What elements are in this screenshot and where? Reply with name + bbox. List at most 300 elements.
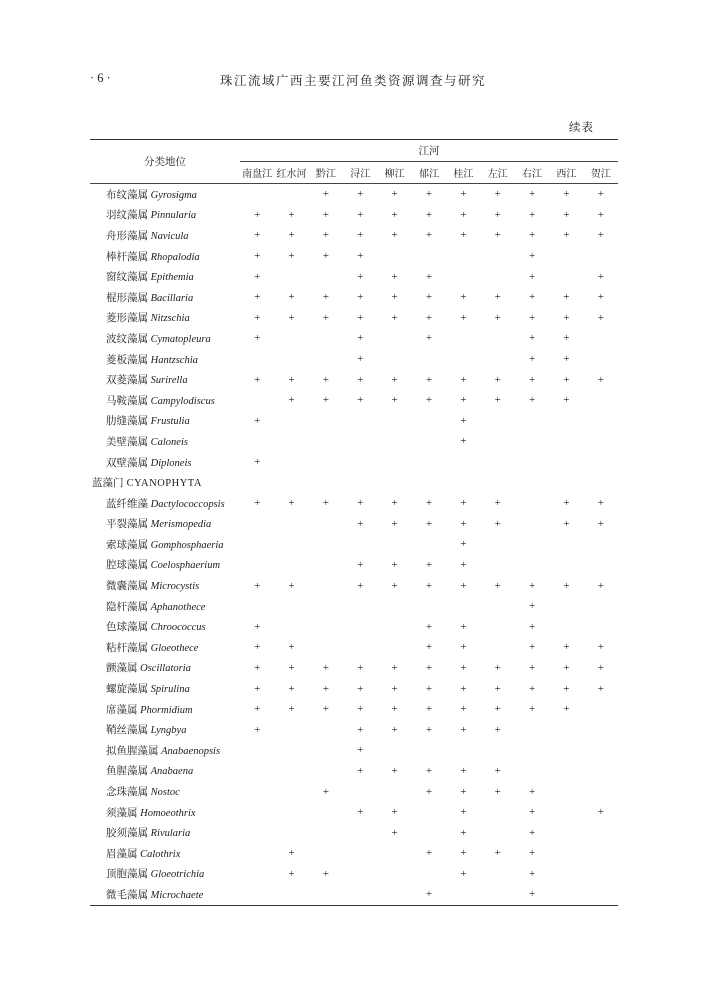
presence-mark bbox=[515, 493, 549, 514]
presence-mark: + bbox=[357, 270, 364, 283]
table-row bbox=[90, 699, 618, 720]
taxon-name-chinese: 羽纹藻属 bbox=[106, 210, 148, 222]
taxon-name-chinese: 念珠藻属 bbox=[106, 787, 148, 799]
presence-mark bbox=[309, 802, 343, 823]
presence-mark: + bbox=[425, 661, 433, 674]
presence-mark bbox=[549, 802, 583, 823]
presence-mark bbox=[549, 411, 583, 432]
presence-mark bbox=[584, 472, 618, 493]
presence-mark bbox=[446, 884, 480, 905]
taxon-name-latin: Calothrix bbox=[137, 848, 181, 860]
presence-mark bbox=[274, 596, 308, 617]
presence-mark bbox=[274, 472, 308, 493]
presence-mark bbox=[515, 472, 549, 493]
presence-mark: + bbox=[528, 311, 536, 324]
presence-mark: + bbox=[288, 394, 295, 407]
presence-mark bbox=[446, 266, 480, 287]
presence-mark: + bbox=[460, 641, 467, 654]
presence-mark bbox=[343, 637, 377, 658]
presence-mark: + bbox=[563, 208, 570, 221]
presence-mark: + bbox=[528, 394, 536, 407]
table-row bbox=[90, 616, 618, 637]
taxon-name-chinese: 蓝藻门 bbox=[92, 478, 124, 490]
table-row bbox=[90, 205, 618, 226]
presence-mark: + bbox=[494, 311, 501, 324]
taxon-name-chinese: 鞘丝藻属 bbox=[106, 725, 148, 737]
presence-mark: + bbox=[460, 517, 467, 530]
presence-mark: + bbox=[357, 188, 364, 201]
rivers-group-header: 江河 bbox=[240, 140, 618, 162]
table-row bbox=[90, 328, 618, 349]
taxon-name bbox=[90, 472, 240, 493]
presence-mark bbox=[446, 328, 480, 349]
table-row bbox=[90, 369, 618, 390]
presence-mark bbox=[549, 246, 583, 267]
taxon-name-latin: Spirulina bbox=[148, 684, 190, 696]
taxon-name-latin: Microcystis bbox=[148, 581, 200, 593]
presence-mark: + bbox=[288, 661, 295, 674]
presence-mark bbox=[584, 699, 618, 720]
presence-mark bbox=[481, 596, 515, 617]
presence-mark bbox=[549, 864, 583, 885]
presence-mark bbox=[309, 884, 343, 905]
taxon-name-chinese: 美壁藻属 bbox=[106, 436, 148, 448]
presence-mark bbox=[377, 843, 411, 864]
presence-mark bbox=[515, 514, 549, 535]
presence-mark: + bbox=[528, 291, 536, 304]
taxon-name-chinese: 须藻属 bbox=[106, 807, 138, 819]
presence-mark bbox=[481, 452, 515, 473]
table-row bbox=[90, 884, 618, 905]
presence-mark bbox=[481, 534, 515, 555]
presence-mark: + bbox=[460, 723, 467, 736]
presence-mark: + bbox=[391, 394, 398, 407]
presence-mark bbox=[274, 781, 308, 802]
presence-mark: + bbox=[288, 641, 295, 654]
presence-mark: + bbox=[494, 188, 501, 201]
presence-mark: + bbox=[288, 579, 295, 592]
presence-mark bbox=[309, 266, 343, 287]
table-row bbox=[90, 802, 618, 823]
taxon-name bbox=[90, 555, 240, 576]
presence-mark: + bbox=[460, 188, 467, 201]
presence-mark bbox=[549, 781, 583, 802]
taxon-name-latin: Gyrosigma bbox=[148, 189, 197, 201]
river-column-header: 右江 bbox=[515, 162, 549, 184]
taxon-name bbox=[90, 843, 240, 864]
presence-mark bbox=[584, 822, 618, 843]
table-row bbox=[90, 822, 618, 843]
presence-mark: + bbox=[391, 497, 398, 510]
presence-mark: + bbox=[357, 373, 364, 386]
presence-mark: + bbox=[528, 373, 536, 386]
presence-mark: + bbox=[597, 270, 604, 283]
presence-mark: + bbox=[425, 579, 433, 592]
presence-mark: + bbox=[322, 394, 329, 407]
taxon-name-latin: Hantzschia bbox=[148, 354, 198, 366]
presence-mark bbox=[481, 616, 515, 637]
taxon-name-chinese: 颤藻属 bbox=[106, 663, 138, 675]
taxon-name-latin: Navicula bbox=[148, 230, 189, 242]
presence-mark: + bbox=[494, 764, 501, 777]
presence-mark bbox=[377, 864, 411, 885]
presence-mark: + bbox=[460, 703, 467, 716]
taxon-name-latin: Bacillaria bbox=[148, 292, 194, 304]
presence-mark: + bbox=[528, 806, 536, 819]
presence-mark: + bbox=[357, 682, 364, 695]
presence-mark: + bbox=[528, 785, 536, 798]
taxon-name-latin: CYANOPHYTA bbox=[123, 478, 202, 490]
presence-mark: + bbox=[391, 558, 398, 571]
taxon-name-latin: Merismopedia bbox=[148, 519, 212, 531]
presence-mark: + bbox=[288, 682, 295, 695]
presence-mark bbox=[515, 555, 549, 576]
river-column-header: 郁江 bbox=[412, 162, 446, 184]
presence-mark: + bbox=[597, 517, 604, 530]
presence-mark bbox=[549, 534, 583, 555]
table-row bbox=[90, 596, 618, 617]
taxon-name-latin: Chroococcus bbox=[148, 622, 206, 634]
taxon-name bbox=[90, 431, 240, 452]
presence-mark bbox=[377, 472, 411, 493]
presence-mark: + bbox=[357, 332, 364, 345]
taxon-name-chinese: 马鞍藻属 bbox=[106, 395, 148, 407]
presence-mark: + bbox=[460, 291, 467, 304]
presence-mark bbox=[515, 719, 549, 740]
presence-mark bbox=[240, 184, 274, 205]
presence-mark bbox=[240, 843, 274, 864]
presence-mark: + bbox=[528, 579, 536, 592]
presence-mark: + bbox=[528, 867, 536, 880]
table-row bbox=[90, 740, 618, 761]
presence-mark bbox=[549, 596, 583, 617]
presence-mark bbox=[240, 822, 274, 843]
presence-mark bbox=[309, 637, 343, 658]
presence-mark bbox=[343, 534, 377, 555]
taxon-name-chinese: 鱼腥藻属 bbox=[106, 766, 148, 778]
taxon-name bbox=[90, 637, 240, 658]
taxon-name-latin: Epithemia bbox=[148, 272, 194, 284]
presence-mark bbox=[377, 616, 411, 637]
presence-mark bbox=[309, 822, 343, 843]
presence-mark bbox=[412, 452, 446, 473]
presence-mark: + bbox=[357, 311, 364, 324]
presence-mark: + bbox=[494, 661, 501, 674]
presence-mark bbox=[240, 596, 274, 617]
running-title: 珠江流域广西主要江河鱼类资源调查与研究 bbox=[219, 74, 486, 88]
taxon-name-latin: Nostoc bbox=[148, 787, 180, 799]
presence-mark bbox=[549, 719, 583, 740]
presence-mark bbox=[309, 616, 343, 637]
presence-mark bbox=[343, 452, 377, 473]
taxon-name-latin: Oscillatoria bbox=[137, 663, 191, 675]
taxon-name-chinese: 色球藻属 bbox=[106, 622, 148, 634]
taxon-name-chinese: 双壁藻属 bbox=[106, 457, 148, 469]
presence-mark: + bbox=[528, 229, 536, 242]
taxon-name bbox=[90, 308, 240, 329]
presence-mark bbox=[309, 555, 343, 576]
table-row bbox=[90, 678, 618, 699]
taxon-name-chinese: 平裂藻属 bbox=[106, 519, 148, 531]
presence-mark: + bbox=[425, 620, 433, 633]
taxon-name bbox=[90, 493, 240, 514]
taxon-name-latin: Microchaete bbox=[148, 889, 204, 901]
presence-mark: + bbox=[494, 291, 501, 304]
presence-mark: + bbox=[528, 208, 536, 221]
presence-mark: + bbox=[391, 579, 398, 592]
presence-mark: + bbox=[254, 332, 261, 345]
presence-mark bbox=[584, 761, 618, 782]
taxon-name-chinese: 索球藻属 bbox=[106, 539, 148, 551]
presence-mark: + bbox=[391, 723, 398, 736]
taxon-name-chinese: 双菱藻属 bbox=[106, 375, 148, 387]
table-row bbox=[90, 761, 618, 782]
presence-mark: + bbox=[391, 311, 398, 324]
taxon-name-latin: Caloneis bbox=[148, 436, 188, 448]
presence-mark: + bbox=[563, 682, 570, 695]
presence-mark bbox=[446, 472, 480, 493]
presence-mark: + bbox=[528, 703, 536, 716]
presence-mark bbox=[446, 740, 480, 761]
taxon-name bbox=[90, 678, 240, 699]
presence-mark: + bbox=[494, 723, 501, 736]
presence-mark bbox=[549, 843, 583, 864]
presence-mark bbox=[481, 411, 515, 432]
river-column-header: 贺江 bbox=[584, 162, 618, 184]
presence-mark bbox=[549, 431, 583, 452]
presence-mark: + bbox=[494, 579, 501, 592]
presence-mark: + bbox=[391, 661, 398, 674]
presence-mark: + bbox=[425, 497, 433, 510]
table-row bbox=[90, 184, 618, 205]
presence-mark: + bbox=[563, 229, 570, 242]
presence-mark bbox=[240, 349, 274, 370]
presence-mark: + bbox=[528, 661, 536, 674]
presence-mark bbox=[584, 596, 618, 617]
presence-mark: + bbox=[357, 764, 364, 777]
table-row bbox=[90, 266, 618, 287]
presence-mark: + bbox=[460, 229, 467, 242]
river-column-header: 左江 bbox=[481, 162, 515, 184]
presence-mark: + bbox=[425, 311, 433, 324]
presence-mark: + bbox=[460, 661, 467, 674]
presence-mark: + bbox=[391, 208, 398, 221]
taxon-name bbox=[90, 616, 240, 637]
presence-mark: + bbox=[425, 373, 433, 386]
presence-mark: + bbox=[254, 723, 261, 736]
presence-mark: + bbox=[254, 661, 261, 674]
presence-mark bbox=[377, 740, 411, 761]
taxon-name bbox=[90, 225, 240, 246]
table-row bbox=[90, 555, 618, 576]
presence-mark bbox=[412, 431, 446, 452]
presence-mark bbox=[412, 740, 446, 761]
presence-mark bbox=[240, 761, 274, 782]
presence-mark: + bbox=[494, 229, 501, 242]
presence-mark: + bbox=[597, 229, 604, 242]
taxon-name-latin: Aphanothece bbox=[148, 601, 206, 613]
presence-mark: + bbox=[425, 703, 433, 716]
taxon-name-latin: Diploneis bbox=[148, 457, 192, 469]
presence-mark bbox=[481, 266, 515, 287]
presence-mark bbox=[481, 246, 515, 267]
taxon-name-latin: Pinnularia bbox=[148, 210, 197, 222]
presence-mark bbox=[481, 637, 515, 658]
taxon-name bbox=[90, 884, 240, 905]
presence-mark bbox=[446, 452, 480, 473]
taxon-name bbox=[90, 802, 240, 823]
presence-mark: + bbox=[254, 641, 261, 654]
presence-mark: + bbox=[460, 208, 467, 221]
presence-mark bbox=[412, 534, 446, 555]
table-body bbox=[90, 184, 618, 906]
taxon-name bbox=[90, 822, 240, 843]
presence-mark: + bbox=[528, 847, 536, 860]
presence-mark bbox=[377, 411, 411, 432]
presence-mark bbox=[309, 411, 343, 432]
header-row-group bbox=[90, 140, 618, 162]
presence-mark bbox=[309, 843, 343, 864]
presence-mark: + bbox=[322, 188, 329, 201]
presence-mark bbox=[584, 781, 618, 802]
presence-mark bbox=[240, 740, 274, 761]
taxon-name-latin: Gloeotrichia bbox=[148, 869, 205, 881]
taxon-name-chinese: 眉藻属 bbox=[106, 848, 138, 860]
presence-mark bbox=[549, 761, 583, 782]
presence-mark: + bbox=[528, 682, 536, 695]
presence-mark bbox=[481, 555, 515, 576]
presence-mark: + bbox=[460, 558, 467, 571]
presence-mark: + bbox=[460, 394, 467, 407]
presence-mark: + bbox=[494, 497, 501, 510]
presence-mark: + bbox=[425, 208, 433, 221]
presence-mark: + bbox=[357, 517, 364, 530]
presence-mark: + bbox=[322, 661, 329, 674]
presence-mark: + bbox=[528, 888, 536, 901]
presence-mark bbox=[274, 514, 308, 535]
presence-mark bbox=[481, 802, 515, 823]
taxon-name-chinese: 舟形藻属 bbox=[106, 230, 148, 242]
presence-mark bbox=[274, 740, 308, 761]
presence-mark: + bbox=[391, 826, 398, 839]
presence-mark: + bbox=[425, 291, 433, 304]
presence-mark: + bbox=[254, 456, 261, 469]
presence-mark bbox=[549, 266, 583, 287]
presence-mark: + bbox=[425, 641, 433, 654]
presence-mark: + bbox=[288, 847, 295, 860]
presence-mark: + bbox=[322, 373, 329, 386]
presence-mark bbox=[412, 411, 446, 432]
presence-mark: + bbox=[563, 517, 570, 530]
presence-mark: + bbox=[322, 867, 329, 880]
presence-mark: + bbox=[528, 353, 536, 366]
presence-mark: + bbox=[288, 311, 295, 324]
taxon-name bbox=[90, 658, 240, 679]
presence-mark: + bbox=[494, 517, 501, 530]
presence-mark: + bbox=[254, 270, 261, 283]
presence-mark: + bbox=[288, 229, 295, 242]
presence-mark bbox=[309, 472, 343, 493]
presence-mark: + bbox=[391, 806, 398, 819]
taxon-name bbox=[90, 596, 240, 617]
presence-mark bbox=[584, 431, 618, 452]
taxon-name-chinese: 棒杆藻属 bbox=[106, 251, 148, 263]
taxon-name-chinese: 隐杆藻属 bbox=[106, 601, 148, 613]
presence-mark bbox=[584, 328, 618, 349]
presence-mark: + bbox=[563, 641, 570, 654]
taxon-name bbox=[90, 349, 240, 370]
presence-mark bbox=[515, 740, 549, 761]
taxon-name bbox=[90, 328, 240, 349]
presence-mark: + bbox=[460, 414, 467, 427]
presence-mark: + bbox=[460, 764, 467, 777]
presence-mark: + bbox=[597, 497, 604, 510]
presence-mark: + bbox=[322, 291, 329, 304]
presence-mark: + bbox=[391, 291, 398, 304]
presence-mark bbox=[309, 328, 343, 349]
presence-mark: + bbox=[425, 188, 433, 201]
presence-mark bbox=[274, 534, 308, 555]
continued-table-label: 续表 bbox=[569, 122, 594, 134]
presence-mark: + bbox=[597, 579, 604, 592]
taxon-name-latin: Cymatopleura bbox=[148, 333, 211, 345]
presence-mark: + bbox=[254, 414, 261, 427]
presence-mark bbox=[309, 761, 343, 782]
presence-mark: + bbox=[357, 353, 364, 366]
presence-mark bbox=[274, 349, 308, 370]
presence-mark: + bbox=[288, 250, 295, 263]
presence-mark: + bbox=[425, 888, 433, 901]
presence-mark: + bbox=[425, 517, 433, 530]
presence-mark: + bbox=[460, 682, 467, 695]
presence-mark: + bbox=[494, 394, 501, 407]
presence-mark bbox=[377, 781, 411, 802]
presence-mark bbox=[343, 822, 377, 843]
presence-mark bbox=[515, 534, 549, 555]
presence-mark bbox=[584, 616, 618, 637]
taxon-name bbox=[90, 719, 240, 740]
presence-mark: + bbox=[528, 250, 536, 263]
taxon-name-chinese: 粘杆藻属 bbox=[106, 642, 148, 654]
presence-mark bbox=[274, 822, 308, 843]
presence-mark: + bbox=[254, 579, 261, 592]
presence-mark: + bbox=[597, 373, 604, 386]
presence-mark bbox=[412, 596, 446, 617]
presence-mark: + bbox=[254, 208, 261, 221]
presence-mark bbox=[515, 431, 549, 452]
taxon-name bbox=[90, 740, 240, 761]
taxon-name-chinese: 拟鱼腥藻属 bbox=[106, 745, 159, 757]
taxonomy-column-header: 分类地位 bbox=[90, 140, 240, 184]
taxon-name-latin: Surirella bbox=[148, 375, 188, 387]
presence-mark: + bbox=[494, 847, 501, 860]
presence-mark: + bbox=[494, 373, 501, 386]
table-row bbox=[90, 349, 618, 370]
taxon-name-latin: Lyngbya bbox=[148, 725, 187, 737]
presence-mark bbox=[309, 534, 343, 555]
presence-mark: + bbox=[254, 291, 261, 304]
presence-mark bbox=[377, 349, 411, 370]
presence-mark: + bbox=[357, 229, 364, 242]
presence-mark bbox=[412, 246, 446, 267]
taxon-name-chinese: 席藻属 bbox=[106, 704, 138, 716]
presence-mark bbox=[584, 884, 618, 905]
presence-mark bbox=[343, 411, 377, 432]
presence-mark: + bbox=[528, 600, 536, 613]
presence-mark: + bbox=[563, 291, 570, 304]
presence-mark bbox=[584, 390, 618, 411]
presence-mark bbox=[549, 740, 583, 761]
